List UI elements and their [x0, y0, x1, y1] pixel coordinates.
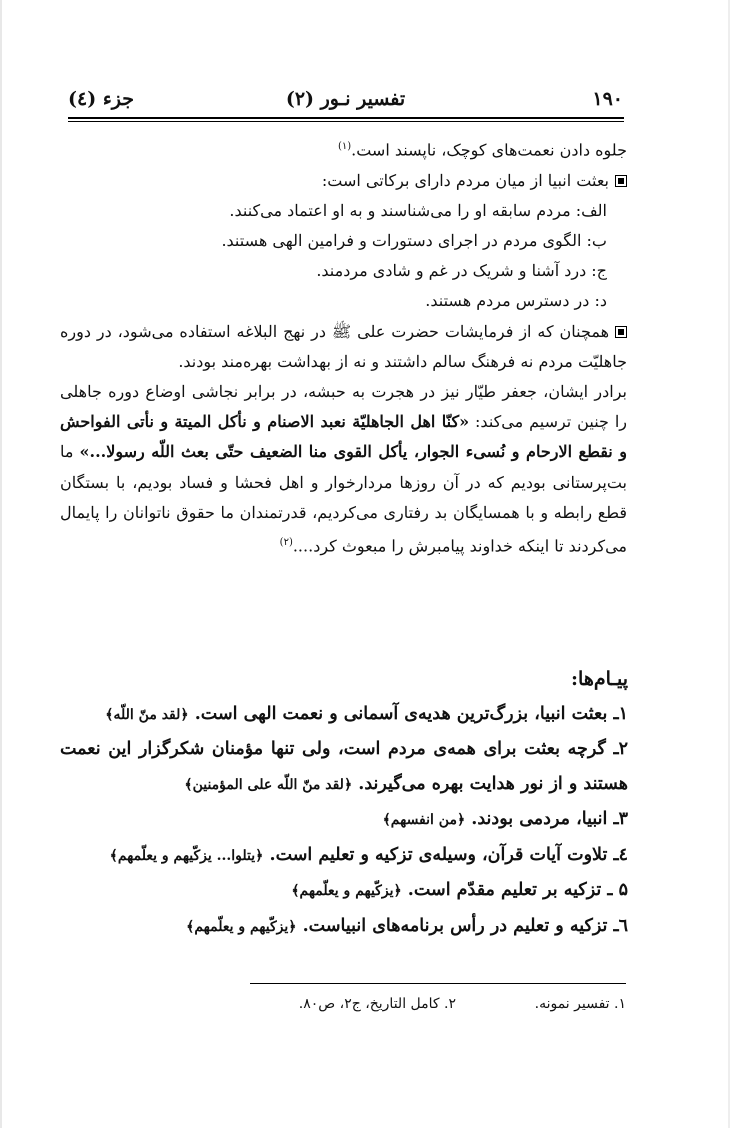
verse-ref: ﴿لقد منّ اللّه علی المؤمنین﴾	[184, 776, 353, 793]
verse-ref: ﴿یتلوا... یزکّیهم و یعلّمهم﴾	[109, 847, 264, 864]
bullet-item: بعثت انبیا از میان مردم دارای برکاتی است:	[60, 166, 627, 196]
verse-ref: ﴿یزکّیهم و یعلّمهم﴾	[291, 883, 402, 899]
square-bullet-icon	[615, 326, 627, 338]
footnote-1: ۱. تفسیر نمونه.	[534, 996, 626, 1012]
verse-ref: ﴿یزکّیهم و یعلّمهم﴾	[186, 918, 297, 935]
arabic-quote: «کنّا اهل الجاهلیّة نعبد الاصنام و نأکل المیتة و نأتی الفواحش و نقطع الارحام و نُسیء الجوار، یأکل القوی منا الضعیف حتّی بعث اللّه رسولا...»	[60, 412, 627, 462]
verse-ref: ﴿لقد منّ اللّه﴾	[105, 706, 189, 723]
footnote-rule	[250, 983, 626, 984]
intro-line: جلوه دادن نعمت‌های کوچک، ناپسند است.$^{(۱)}$	[337, 140, 627, 160]
message-item: ٦ـ تزکیه و تعلیم در رأس برنامه‌های انبیاست. ﴿یزکّیهم و یعلّمهم﴾	[186, 915, 628, 936]
message-item: ٤ـ تلاوت آیات قرآن، وسیله‌ی تزکیه و تعلیم است. ﴿یتلوا... یزکّیهم و یعلّمهم﴾	[109, 844, 628, 865]
list-item-be: ب: الگوی مردم در اجرای دستورات و فرامین الهی هستند.	[221, 230, 607, 250]
page-number: ۱۹۰	[592, 88, 623, 110]
bullet-item: همچنان که از فرمایشات حضرت علی ﷺ در نهج البلاغه استفاده می‌شود، در دوره جاهلیّت مردم نه فرهنگ سالم داشتند و نه از بهداشت بهره‌مند بودند.	[60, 321, 627, 371]
messages-section	[60, 662, 628, 944]
page-edge-right	[720, 0, 730, 1128]
footnote-ref-1: (۱)	[337, 141, 352, 152]
message-item: ۲ـ گرچه بعثت برای همه‌ی مردم است، ولی تنها مؤمنان شکرگزار این نعمت هستند و از نور هدایت بهره می‌گیرند. ﴿لقد منّ اللّه علی المؤمنین﴾	[60, 739, 628, 794]
page-edge-left	[0, 0, 10, 1128]
message-item: ۳ـ انبیا، مردمی بودند. ﴿من انفسهم﴾	[382, 809, 628, 829]
message-item: ۵ ـ تزکیه بر تعلیم مقدّم است. ﴿یزکّیهم و یعلّمهم﴾	[291, 880, 628, 900]
footnote-2: ۲. کامل التاریخ، ج۲، ص۸۰.	[298, 996, 456, 1012]
message-item: ۱ـ بعثت انبیا، بزرگ‌ترین هدیه‌ی آسمانی و نعمت الهی است. ﴿لقد منّ اللّه﴾	[105, 703, 628, 724]
list-item-jim: ج: درد آشنا و شریک در غم و شادی مردمند.	[316, 261, 607, 281]
verse-ref: ﴿من انفسهم﴾	[382, 812, 466, 828]
running-header	[68, 88, 623, 116]
header-rule-thin	[68, 121, 624, 122]
list-item-alef: الف: مردم سابقه او را می‌شناسند و به او اعتماد می‌کنند.	[229, 200, 607, 220]
body-text	[60, 132, 627, 562]
header-rule	[68, 117, 624, 119]
square-bullet-icon	[615, 175, 627, 187]
part-label: جزء (٤)	[68, 88, 134, 110]
messages-heading: پیـام‌ها:	[571, 668, 628, 690]
quote-paragraph: برادر ایشان، جعفر طیّار نیز در هجرت به حبشه، در برابر نجاشی اوضاع دوره جاهلی را چنین ترسیم می‌کند: «کنّا اهل الجاهلیّة نعبد الاصنام و نأکل المیتة و نأتی الفواحش و نقطع الارحام و نُسیء الجوار، یأکل القوی منا الضعیف حتّی بعث اللّه رسولا...» ما بت‌پرستانی بودیم که در آن روزها مردارخوار و اهل فحشا و فساد بودیم، با بستگان قطع رابطه و با همسایگان بد رفتاری می‌کردیم، قدرتمندان ما حقوق ناتوانان را پایمال می‌کردند تا اینکه خداوند پیامبرش را مبعوث کرد....$^{(۲)}$	[60, 381, 628, 556]
footnote-ref-2: (۲)	[279, 536, 293, 548]
list-item-dal: د: در دسترس مردم هستند.	[425, 291, 607, 311]
book-title: تفسیر نـور (۲)	[285, 88, 406, 110]
